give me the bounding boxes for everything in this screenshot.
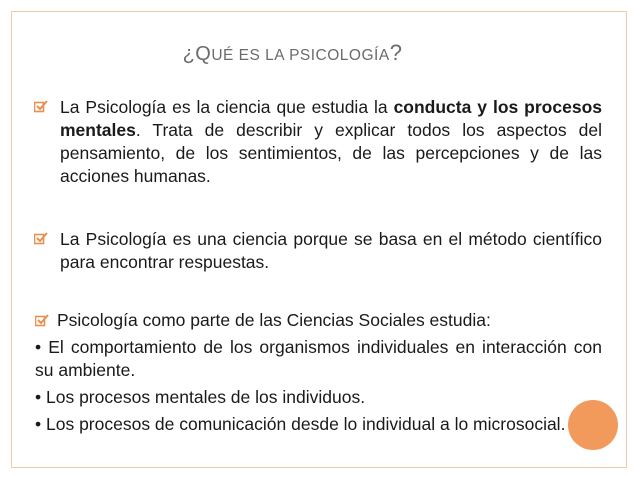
box-check-bullet-icon	[34, 232, 48, 245]
bullet-definition-pre: La Psicología es la ciencia que estudia la	[60, 97, 394, 117]
box-check-bullet-icon	[35, 310, 49, 323]
bullet-definition	[60, 96, 602, 188]
slide-title	[0, 40, 585, 66]
list-item: • El comportamiento de los organismos individuales en interacción con su ambiente.	[35, 337, 602, 380]
list-item: • Los procesos de comunicación desde lo individual a lo microsocial.	[35, 414, 566, 434]
box-check-bullet-icon	[34, 100, 48, 113]
title-rest: UÉ ES LA PSICOLOGÍA	[211, 47, 390, 64]
bullet-social-sciences-text: Psicología como parte de las Ciencias Sociales estudia:	[57, 310, 491, 330]
decorative-circle	[568, 400, 618, 450]
bullet-social-sciences	[35, 309, 602, 332]
bullet-definition-post: . Trata de describir y explicar todos los aspectos del pensamiento, de los sentimientos, de las percepciones y de las acciones humanas.	[60, 120, 602, 186]
title-open-question: ¿	[182, 43, 196, 65]
list-item: • Los procesos mentales de los individuos.	[35, 387, 366, 407]
bullet-science: La Psicología es una ciencia porque se basa en el método científico para encontrar respuestas.	[60, 229, 602, 272]
title-close-question: ?	[389, 40, 403, 65]
bullet-definition-bold: conducta y los procesos mentales	[60, 97, 602, 140]
title-first-letter: Q	[195, 43, 212, 65]
social-sciences-block	[35, 309, 602, 436]
